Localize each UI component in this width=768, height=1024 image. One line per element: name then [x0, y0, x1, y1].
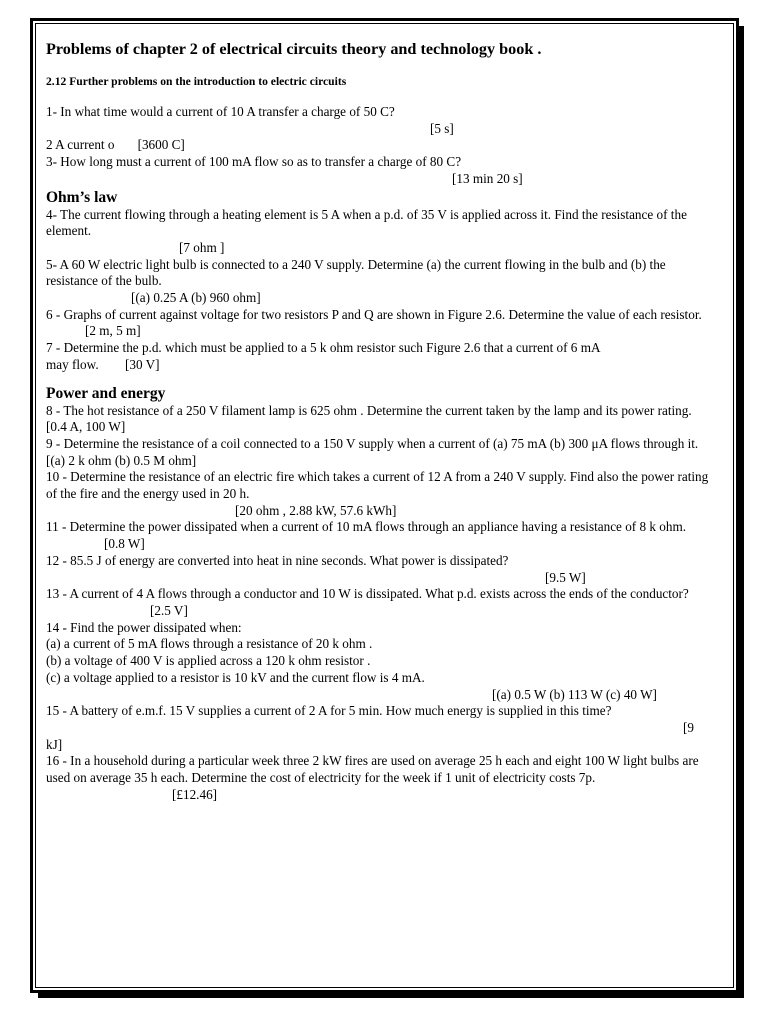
problem-11: 11 - Determine the power dissipated when a current of 10 mA flows through an appliance having a resistance of 8 k ohm. — [46, 519, 687, 535]
problem-14c: (c) a voltage applied to a resistor is 10 kV and the current flow is 4 mA. — [46, 669, 425, 685]
problem-14b: (b) a voltage of 400 V is applied across a 120 k ohm resistor . — [46, 653, 371, 669]
problem-4: 4- The current flowing through a heating element is 5 A when a p.d. of 35 V is applied across it. Find the resistance of the element. — [46, 206, 687, 239]
problem-7: 7 - Determine the p.d. which must be applied to a 5 k ohm resistor such Figure 2.6 that a current of 6 mA — [46, 340, 601, 356]
problem-12: 12 - 85.5 J of energy are converted into heat in nine seconds. What power is dissipated? — [46, 552, 509, 568]
problem-2: 2 A current o [3600 C] — [46, 137, 185, 153]
problem-16: 16 - In a household during a particular week three 2 kW fires are used on average 25 h each and eight 100 W light bulbs are used on average 35 h each. Determine the cost of electricity for the week if 1 unit of electricity costs 7p. — [46, 753, 699, 786]
answer-3: [13 min 20 s] — [452, 170, 523, 186]
problem-15: 15 - A battery of e.m.f. 15 V supplies a current of 2 A for 5 min. How much energy is supplied in this time? — [46, 703, 612, 719]
problem-6: 6 - Graphs of current against voltage for two resistors P and Q are shown in Figure 2.6. Determine the value of each resistor. — [46, 306, 702, 322]
heading-power-energy: Power and energy — [46, 384, 166, 402]
problem-14a: (a) a current of 5 mA flows through a resistance of 20 k ohm . — [46, 636, 373, 652]
answer-16: [£12.46] — [172, 786, 218, 802]
answer-14: [(a) 0.5 W (b) 113 W (c) 40 W] — [492, 686, 657, 702]
heading-ohms-law: Ohm’s law — [46, 188, 118, 206]
answer-1: [5 s] — [430, 120, 454, 136]
answer-11: [0.8 W] — [104, 536, 145, 552]
answer-9: [(a) 2 k ohm (b) 0.5 M ohm] — [46, 452, 197, 468]
document-body — [46, 40, 720, 803]
problem-1: 1- In what time would a current of 10 A transfer a charge of 50 C? — [46, 104, 395, 119]
page-shadow-right — [739, 26, 744, 998]
answer-15-cont: kJ] — [46, 736, 63, 752]
answer-10: [20 ohm , 2.88 kW, 57.6 kWh] — [235, 502, 397, 518]
answer-13: [2.5 V] — [150, 602, 188, 618]
problem-5: 5- A 60 W electric light bulb is connected to a 240 V supply. Determine (a) the current flowing in the bulb and (b) the resistance of the bulb. — [46, 256, 666, 289]
problem-10: 10 - Determine the resistance of an electric fire which takes a current of 12 A from a 240 V supply. Find also the power rating of the fire and the energy used in 20 h. — [46, 469, 709, 502]
problem-8: 8 - The hot resistance of a 250 V filament lamp is 625 ohm . Determine the current taken by the lamp and its power rating. — [46, 402, 692, 418]
problem-9: 9 - Determine the resistance of a coil connected to a 150 V supply when a current of (a) 75 mA (b) 300 μA flows through it. — [46, 435, 699, 451]
answer-5: [(a) 0.25 A (b) 960 ohm] — [131, 290, 261, 306]
page-title: Problems of chapter 2 of electrical circuits theory and technology book . — [46, 40, 542, 58]
problem-14: 14 - Find the power dissipated when: — [46, 619, 242, 635]
problem-3: 3- How long must a current of 100 mA flow so as to transfer a charge of 80 C? — [46, 154, 462, 170]
problem-7-cont: may flow. [30 V] — [46, 356, 160, 372]
problem-13: 13 - A current of 4 A flows through a conductor and 10 W is dissipated. What p.d. exists across the ends of the conductor? — [46, 586, 689, 602]
answer-12: [9.5 W] — [545, 569, 586, 585]
answer-8: [0.4 A, 100 W] — [46, 419, 126, 435]
answer-6: [2 m, 5 m] — [85, 323, 141, 339]
page-shadow-bottom — [38, 993, 744, 998]
answer-15: [9 — [683, 719, 694, 735]
section-heading: 2.12 Further problems on the introduction to electric circuits — [46, 75, 347, 88]
answer-4: [7 ohm ] — [179, 239, 225, 255]
